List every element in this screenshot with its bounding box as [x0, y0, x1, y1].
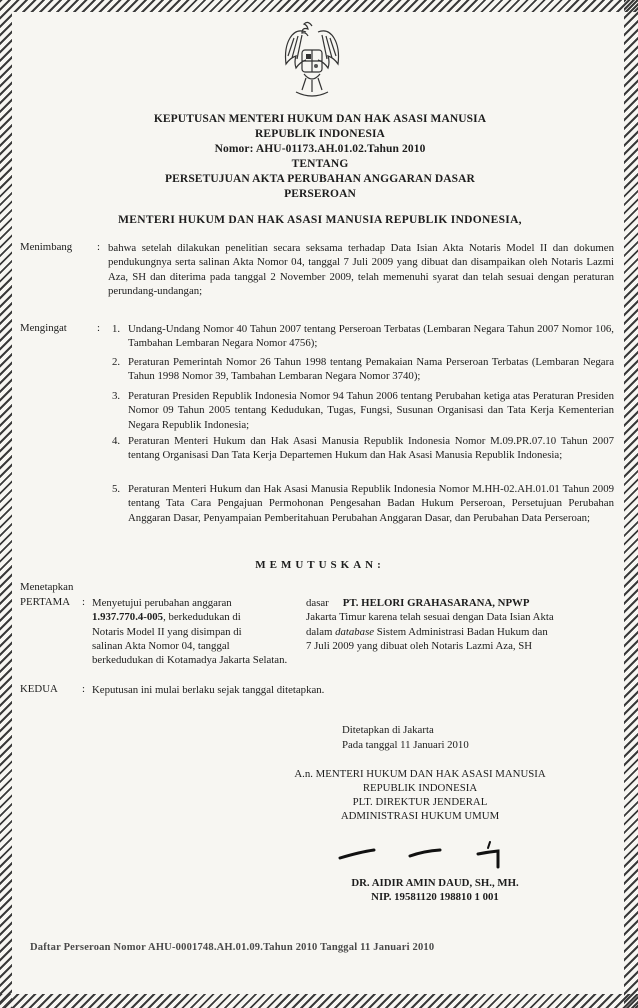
item-number: 2. — [112, 356, 121, 368]
item-text: Peraturan Menteri Hukum dan Hak Asasi Manusia Republik Indonesia Nomor M.HH-02.AH.01.01 Tahun 2009 tentang Tata Cara Pengajuan Permohonan Pengesahan Badan Hukum Perseroan, Persetujuan Perubahan Anggaran Dasar, Penyampaian Pemberitahuan Perubahan Anggaran Dasar, dan Perubahan Data Perseroan; — [128, 483, 614, 524]
mengingat-item-4 — [112, 434, 614, 463]
pertama-colon: : — [82, 596, 85, 608]
item-text: Peraturan Presiden Republik Indonesia Nomor 94 Tahun 2006 tentang Perubahan ketiga atas Peraturan Presiden Nomor 09 Tahun 2005 tentang Kedudukan, Tugas, Fungsi, Susunan Organisasi dan Tata Kerja Kementerian Negara Republik Indonesia; — [128, 390, 614, 431]
pertama-left-line-3: Notaris Model II yang disimpan di — [92, 625, 242, 638]
hatched-border-right — [624, 0, 638, 1008]
decree-subject: PERSETUJUAN AKTA PERUBAHAN ANGGARAN DASAR — [165, 173, 475, 185]
signature-scribble — [338, 840, 518, 870]
menimbang-text: bahwa setelah dilakukan penelitian secara seksama terhadap Data Isian Akta Notaris Model II dan dokumen pendukungnya serta salinan Akta Nomor 04, tanggal 7 Juli 2009 yang dibuat dan disampaikan oleh Notaris Lazmi Aza, SH dan diterima pada tanggal 2 November 2009, telah memenuhi syarat dan telah sesuai dengan peraturan perundang-undangan; — [108, 242, 614, 297]
registry-footer: Daftar Perseroan Nomor AHU-0001748.AH.01.09.Tahun 2010 Tanggal 11 Januari 2010 — [30, 942, 435, 953]
decree-title-country: REPUBLIK INDONESIA — [255, 128, 385, 140]
item-number: 1. — [112, 323, 121, 335]
pertama-right-col — [306, 596, 616, 653]
signatory-ahu: ADMINISTRASI HUKUM UMUM — [340, 810, 500, 822]
pertama-last-line: berkedudukan di Kotamadya Jakarta Selatan. — [92, 654, 288, 666]
garuda-emblem-icon — [276, 18, 348, 106]
item-number: 5. — [112, 483, 121, 495]
dasar-word: dasar — [306, 597, 329, 609]
signatory-ri: REPUBLIK INDONESIA — [362, 782, 478, 794]
signatory-an: A.n. MENTERI HUKUM DAN HAK ASASI MANUSIA — [294, 768, 546, 780]
minister-heading: MENTERI HUKUM DAN HAK ASASI MANUSIA REPUBLIK INDONESIA, — [118, 214, 522, 226]
hatched-border-top — [0, 0, 638, 12]
mengingat-label: Mengingat — [20, 322, 67, 334]
kedua-text: Keputusan ini mulai berlaku sejak tanggal ditetapkan. — [92, 684, 325, 696]
database-word: database — [335, 625, 375, 638]
pertama-left-line-4: salinan Akta Nomor 04, tanggal — [92, 639, 230, 652]
npwp-number: 1.937.770.4-005 — [92, 611, 164, 624]
pertama-label: PERTAMA — [20, 596, 71, 608]
pertama-left-line-1: Menyetujui perubahan anggaran — [92, 597, 232, 609]
item-text: Peraturan Menteri Hukum dan Hak Asasi Manusia Republik Indonesia Nomor M.09.PR.07.10 Tahun 2007 tentang Organisasi Dan Tata Kerja Departemen Hukum dan Hak Asasi Manusia Republik Indonesia; — [128, 435, 614, 462]
pertama-right-line-3 — [306, 625, 616, 639]
mengingat-colon: : — [97, 322, 100, 334]
mengingat-item-1 — [112, 322, 614, 351]
menimbang-colon: : — [97, 241, 100, 253]
kedua-label: KEDUA — [20, 683, 58, 695]
item-text: Undang-Undang Nomor 40 Tahun 2007 tentang Perseroan Terbatas (Lembaran Negara Tahun 2007 Nomor 106, Tambahan Lembaran Negara Nomor 4756); — [128, 323, 614, 350]
pertama-right-line-2: Jakarta Timur karena telah sesuai dengan Data Isian Akta — [306, 611, 554, 624]
signatory-plt: PLT. DIREKTUR JENDERAL — [352, 796, 488, 808]
mengingat-item-5 — [112, 482, 614, 525]
hatched-border-left — [0, 0, 12, 1008]
menetapkan-label: Menetapkan — [20, 581, 74, 593]
signatory-block — [250, 767, 590, 823]
ditetapkan-place: Ditetapkan di Jakarta — [342, 724, 434, 736]
item-text: Peraturan Pemerintah Nomor 26 Tahun 1998 tentang Pemakaian Nama Perseroan Terbatas (Lembaran Negara Tahun 1998 Nomor 39, Tambahan Lembaran Negara Nomor 3740); — [128, 356, 614, 383]
hatched-border-bottom — [0, 994, 638, 1008]
decree-subject-perseroan: PERSEROAN — [284, 188, 356, 200]
mengingat-item-2 — [112, 355, 614, 384]
signatory-nip: NIP. 19581120 198810 1 001 — [371, 891, 499, 903]
ditetapkan-date: Pada tanggal 11 Januari 2010 — [342, 739, 469, 751]
item-number: 3. — [112, 390, 121, 402]
decree-tentang: TENTANG — [291, 158, 349, 170]
decree-number: Nomor: AHU-01173.AH.01.02.Tahun 2010 — [214, 143, 426, 155]
kedua-colon: : — [82, 683, 85, 695]
memutuskan-heading: MEMUTUSKAN: — [255, 559, 385, 571]
npwp-suffix: , berkedudukan di — [163, 611, 241, 624]
sistem-text: Sistem Administrasi Badan Hukum dan — [376, 625, 548, 638]
company-name: PT. HELORI GRAHASARANA, NPWP — [342, 597, 530, 609]
pertama-right-line-1 — [306, 596, 616, 610]
pertama-right-line-4: 7 Juli 2009 yang dibuat oleh Notaris Lazmi Aza, SH — [306, 639, 533, 652]
dalam-word: dalam — [306, 625, 333, 638]
pertama-left-col — [92, 596, 300, 653]
decree-title: KEPUTUSAN MENTERI HUKUM DAN HAK ASASI MANUSIA — [153, 113, 487, 125]
item-number: 4. — [112, 435, 121, 447]
mengingat-item-3 — [112, 389, 614, 432]
menimbang-label: Menimbang — [20, 241, 73, 253]
pertama-left-line-2 — [92, 610, 300, 624]
signatory-name: DR. AIDIR AMIN DAUD, SH., MH. — [351, 877, 519, 889]
signatory-name-block — [300, 876, 570, 904]
